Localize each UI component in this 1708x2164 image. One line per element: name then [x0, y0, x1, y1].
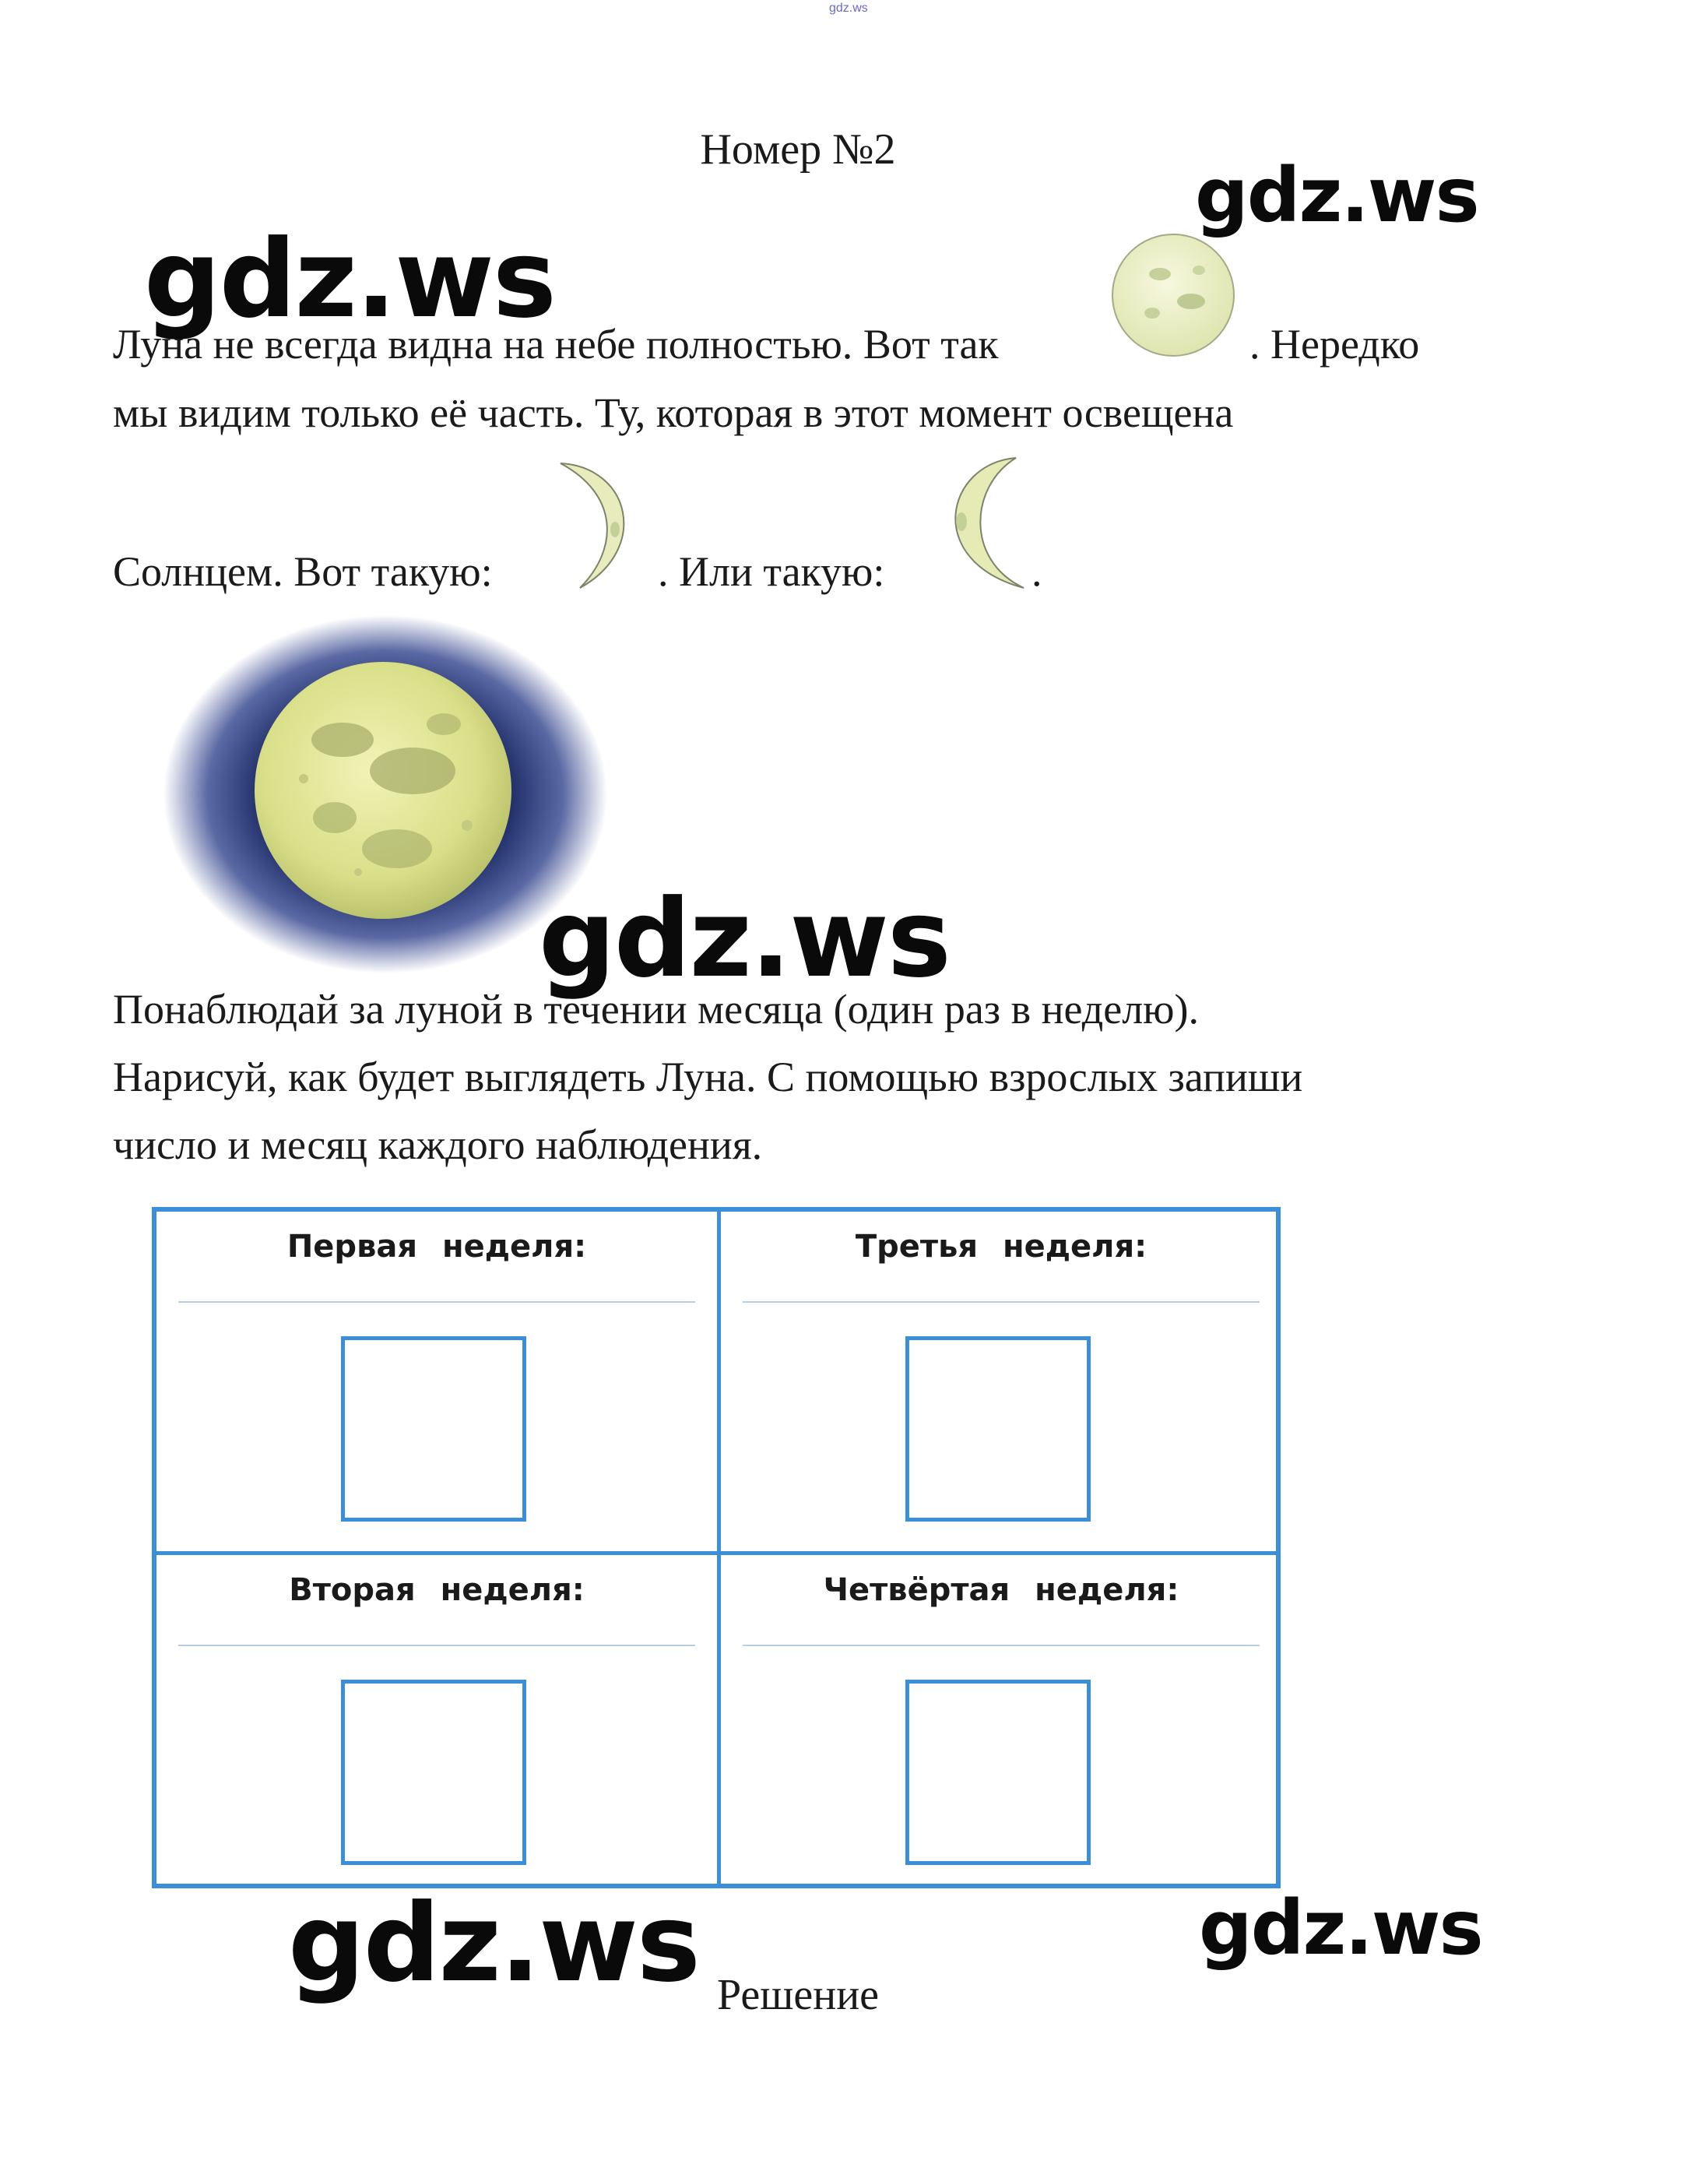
week-3-label: Третья неделя: — [855, 1229, 1147, 1265]
intro-line-1a: Луна не всегда видна на небе полностью. Вот так — [113, 321, 999, 368]
task-line-3: число и месяц каждого наблюдения. — [113, 1121, 763, 1168]
watermark: gdz.ws — [539, 876, 950, 1001]
task-line-2: Нарисуй, как будет выглядеть Луна. С помощью взрослых запиши — [113, 1054, 1303, 1100]
week-2-drawing-box[interactable] — [341, 1680, 526, 1865]
week-4-label: Четвёртая неделя: — [823, 1572, 1179, 1608]
week-1-label: Первая неделя: — [286, 1229, 587, 1265]
watermark: gdz.ws — [144, 216, 555, 342]
week-4-date-line[interactable] — [743, 1645, 1260, 1646]
intro-line-3a: Солнцем. Вот такую: — [113, 548, 493, 595]
week-1-cell — [156, 1212, 717, 1551]
page-title: Номер №2 — [700, 125, 896, 174]
task-line-1: Понаблюдай за луной в течении месяца (один раз в неделю). — [113, 986, 1199, 1033]
week-3-drawing-box[interactable] — [905, 1336, 1091, 1522]
week-4-drawing-box[interactable] — [905, 1680, 1091, 1865]
watermark: gdz.ws — [288, 1881, 699, 2006]
observation-table — [152, 1207, 1281, 1888]
intro-line-1b: . Нередко — [1249, 321, 1420, 368]
waning-crescent-icon — [930, 452, 1035, 596]
week-4-cell — [721, 1555, 1281, 1895]
week-2-label: Вторая неделя: — [289, 1572, 585, 1608]
watermark: gdz.ws — [1195, 152, 1478, 239]
watermark: gdz.ws — [1199, 1884, 1482, 1972]
full-moon-night-illustration — [163, 615, 607, 973]
week-3-cell — [721, 1212, 1281, 1551]
week-2-date-line[interactable] — [178, 1645, 695, 1646]
week-1-drawing-box[interactable] — [341, 1336, 526, 1522]
top-watermark: gdz.ws — [829, 2, 868, 15]
week-3-date-line[interactable] — [743, 1301, 1260, 1303]
full-moon-small-icon — [1105, 227, 1242, 364]
solution-heading: Решение — [716, 1971, 880, 2019]
intro-line-2: мы видим только её часть. Ту, которая в этот момент освещена — [113, 389, 1234, 436]
week-1-date-line[interactable] — [178, 1301, 695, 1303]
waxing-crescent-icon — [545, 456, 654, 596]
week-2-cell — [156, 1555, 717, 1895]
intro-line-3c: . — [1031, 548, 1042, 595]
intro-line-3b: . Или такую: — [658, 548, 885, 595]
